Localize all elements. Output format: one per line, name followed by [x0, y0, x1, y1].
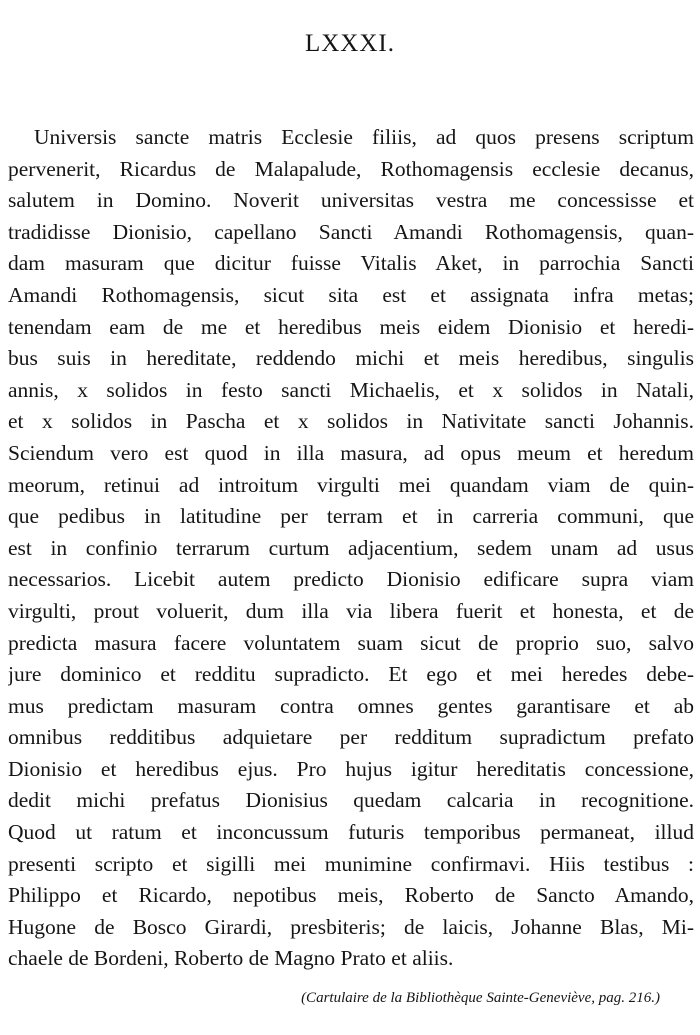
source-citation: (Cartulaire de la Bibliothèque Sainte-Geneviève, pag. 216.)	[301, 990, 660, 1006]
text-line: presenti scripto et sigilli mei munimine confirmavi. Hiis testibus :	[8, 851, 694, 876]
text-line: Hugone de Bosco Girardi, presbiteris; de laicis, Johanne Blas, Mi-	[8, 914, 694, 939]
text-line: virgulti, prout voluerit, dum illa via libera fuerit et honesta, et de	[8, 598, 694, 623]
text-line: Amandi Rothomagensis, sicut sita est et assignata infra metas;	[8, 282, 694, 307]
text-line: bus suis in hereditate, reddendo michi et meis heredibus, singulis	[8, 346, 694, 371]
text-line: dedit michi prefatus Dionisius quedam calcaria in recognitione.	[8, 788, 694, 813]
text-line: Universis sancte matris Ecclesie filiis, ad quos presens scriptum	[34, 125, 694, 149]
text-line: Philippo et Ricardo, nepotibus meis, Roberto de Sancto Amando,	[8, 883, 694, 908]
text-line: omnibus redditibus adquietare per redditum supradictum prefato	[8, 725, 694, 750]
text-line: Quod ut ratum et inconcussum futuris temporibus permaneat, illud	[8, 820, 694, 845]
text-line: annis, x solidos in festo sancti Michaelis, et x solidos in Natali,	[8, 377, 694, 402]
text-line: dam masuram que dicitur fuisse Vitalis Aket, in parrochia Sancti	[8, 251, 694, 276]
text-line: que pedibus in latitudine per terram et in carreria communi, que	[8, 504, 694, 529]
text-line: et x solidos in Pascha et x solidos in Nativitate sancti Johannis.	[8, 409, 694, 434]
text-line: tradidisse Dionisio, capellano Sancti Amandi Rothomagensis, quan-	[8, 219, 694, 244]
charter-body-text	[8, 122, 694, 975]
text-line: pervenerit, Ricardus de Malapalude, Rothomagensis ecclesie decanus,	[8, 156, 694, 181]
text-line: mus predictam masuram contra omnes gentes garantisare et ab	[8, 693, 694, 718]
text-line: jure dominico et redditu supradicto. Et ego et mei heredes debe-	[8, 662, 694, 687]
text-line: salutem in Domino. Noverit universitas vestra me concessisse et	[8, 188, 694, 213]
text-line: est in confinio terrarum curtum adjacentium, sedem unam ad usus	[8, 535, 694, 560]
text-line: Dionisio et heredibus ejus. Pro hujus igitur hereditatis concessione,	[8, 756, 694, 781]
charter-number-heading: LXXXI.	[304, 30, 395, 57]
text-line: predicta masura facere voluntatem suam sicut de proprio suo, salvo	[8, 630, 694, 655]
text-line: necessarios. Licebit autem predicto Dionisio edificare supra viam	[8, 567, 694, 592]
text-line: chaele de Bordeni, Roberto de Magno Prato et aliis.	[8, 946, 454, 971]
text-line: tenendam eam de me et heredibus meis eidem Dionisio et heredi-	[8, 314, 694, 339]
text-line: Sciendum vero est quod in illa masura, ad opus meum et heredum	[8, 440, 694, 465]
text-line: meorum, retinui ad introitum virgulti mei quandam viam de quin-	[8, 472, 694, 497]
